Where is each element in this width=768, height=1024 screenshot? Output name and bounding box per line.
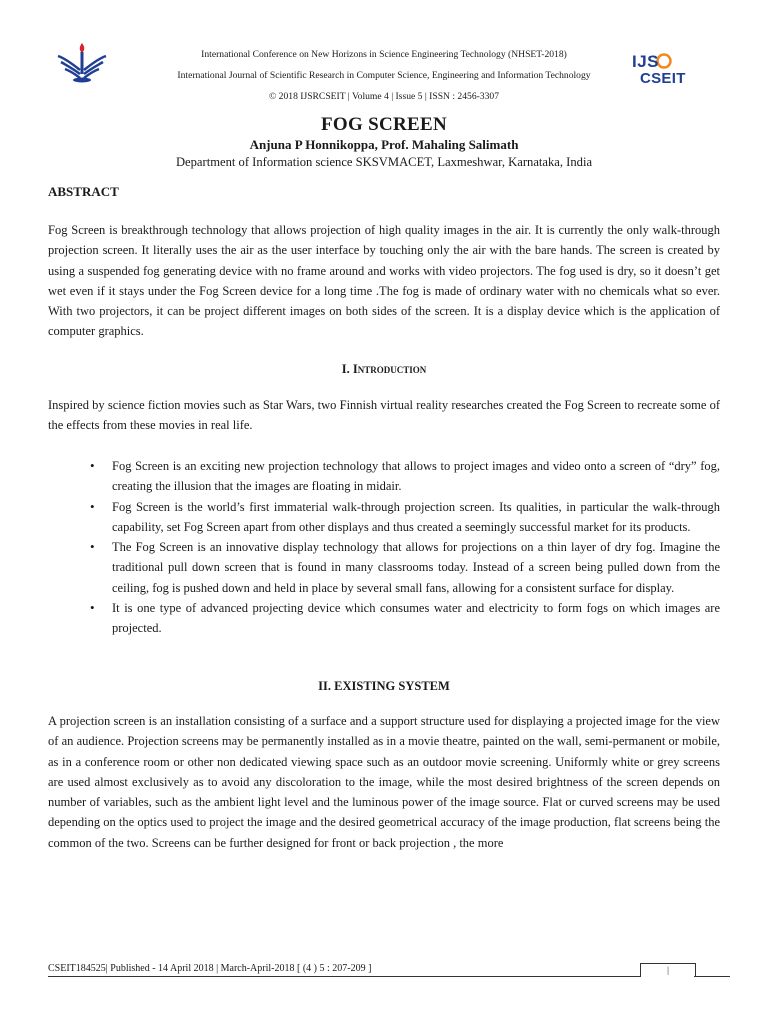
paper-title: FOG SCREEN — [321, 114, 447, 135]
page-number-box: | — [640, 963, 696, 977]
conference-name: International Conference on New Horizons in Science Engineering Technology (NHSET-2018) — [201, 49, 567, 60]
abstract-heading: ABSTRACT — [48, 184, 119, 199]
page-header — [48, 40, 720, 102]
paper-affiliation: Department of Information science SKSVMACET, Laxmeshwar, Karnataka, India — [175, 155, 593, 169]
introduction-bullet-list — [112, 456, 720, 639]
existing-system-text: A projection screen is an installation consisting of a surface and a support structure used for displaying a projected image for the view of an audience. Projection screens may be permanently installed as in a movie theatre, painted on the wall, semi-permanent or mobile, as in a conference room or other non dedicated viewing space such as an outdoor movie screening. Uniformly white or grey screens are used almost exclusively as to avoid any discoloration to the image, while the most desired brightness of the screen depends on number of variables, such as the ambient light level and the luminous power of the image source. Flat or curved screens may be used depending on the optics used to project the image and the desired geometrical accuracy of the image production, flat screens being the common of the two. Screens can be further designed for front or back projection , the more — [48, 714, 720, 850]
introduction-heading — [0, 362, 768, 377]
abstract-text: Fog Screen is breakthrough technology that allows projection of high quality images in the air. It is currently the only walk-through projection screen. It literally uses the air as the user interface by touching only the air with the bare hands. The screen is created by using a suspended fog generating device with no frame around and works with video projectors. The fog used is dry, so it doesn’t get wet even if it stays under the Fog Screen device for a long time .The fog is made of ordinary water with no chemicals what so ever. With two projectors, it can be project different images on both sides of the screen. It is a display device which is the application of computer graphics. — [48, 223, 720, 339]
list-item: • The Fog Screen is an innovative display technology that allows for projections on a thin layer of dry fog. Imagine the traditional pull down screen that is found in many classrooms today. Instead of a screen being pulled down from the ceiling, fog is pushed down and held in place by several small fans, allowing for a consistent surface for display. — [112, 537, 720, 598]
list-item: • Fog Screen is the world’s first immaterial walk-through projection screen. Its qualities, in particular the walk-through capability, set Fog Screen apart from other displays and thus created a seemingly successful market for its products. — [112, 497, 720, 538]
list-item: • Fog Screen is an exciting new projection technology that allows to project images and video onto a screen of “dry” fog, creating the illusion that the images are floating in midair. — [112, 456, 720, 497]
introduction-number: I. — [341, 362, 350, 376]
footer-citation: CSEIT184525| Published - 14 April 2018 | March-April-2018 [ (4 ) 5 : 207-209 ] — [48, 963, 372, 974]
introduction-text: Inspired by science fiction movies such as Star Wars, two Finnish virtual reality researches created the Fog Screen to recreate some of the effects from these movies in real life. — [48, 398, 720, 433]
list-item: • It is one type of advanced projecting device which consumes water and electricity to form fogs on which images are projected. — [112, 598, 720, 639]
logo-text-bottom: CSEIT — [640, 70, 686, 87]
header-text — [48, 44, 720, 107]
issue-info: © 2018 IJSRCSEIT | Volume 4 | Issue 5 | ISSN : 2456-3307 — [269, 91, 499, 102]
logo-text-top: IJS — [632, 52, 660, 71]
introduction-title: Introduction — [352, 362, 427, 376]
footer-divider-right — [694, 976, 730, 977]
ijsrcseit-logo — [630, 50, 698, 90]
journal-name: International Journal of Scientific Research in Computer Science, Engineering and Information Technology — [177, 70, 591, 81]
paper-authors: Anjuna P Honnikoppa, Prof. Mahaling Salimath — [249, 137, 519, 152]
footer-divider — [48, 976, 640, 977]
existing-system-heading: II. EXISTING SYSTEM — [318, 679, 450, 693]
